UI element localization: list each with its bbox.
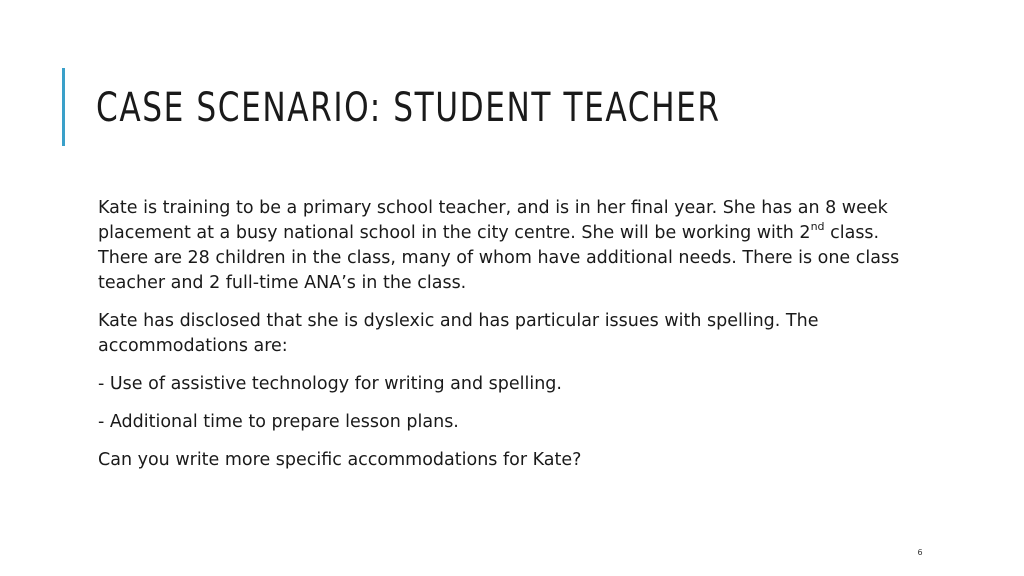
question-prompt: Can you write more specific accommodations for Kate?	[98, 450, 582, 470]
slide-title: CASE SCENARIO: STUDENT TEACHER	[96, 85, 721, 131]
scenario-text-part2: class. There are 28 children in the class, many of whom have additional needs. There is one class teacher and 2 full-time ANA’s in the class.	[98, 223, 900, 293]
page-number: 6	[917, 548, 923, 557]
accommodation-item-assistive-tech: - Use of assistive technology for writing and spelling.	[98, 374, 562, 394]
slide-body	[98, 196, 918, 486]
paragraph-scenario	[98, 196, 918, 296]
scenario-text-part1: Kate is training to be a primary school teacher, and is in her final year. She has an 8 week placement at a busy national school in the city centre. She will be working with 2	[98, 198, 888, 243]
accommodation-item-additional-time: - Additional time to prepare lesson plans.	[98, 412, 459, 432]
ordinal-superscript: nd	[810, 220, 825, 234]
paragraph-disclosure: Kate has disclosed that she is dyslexic and has particular issues with spelling. The accommodations are:	[98, 311, 819, 356]
title-accent-bar	[62, 68, 65, 146]
